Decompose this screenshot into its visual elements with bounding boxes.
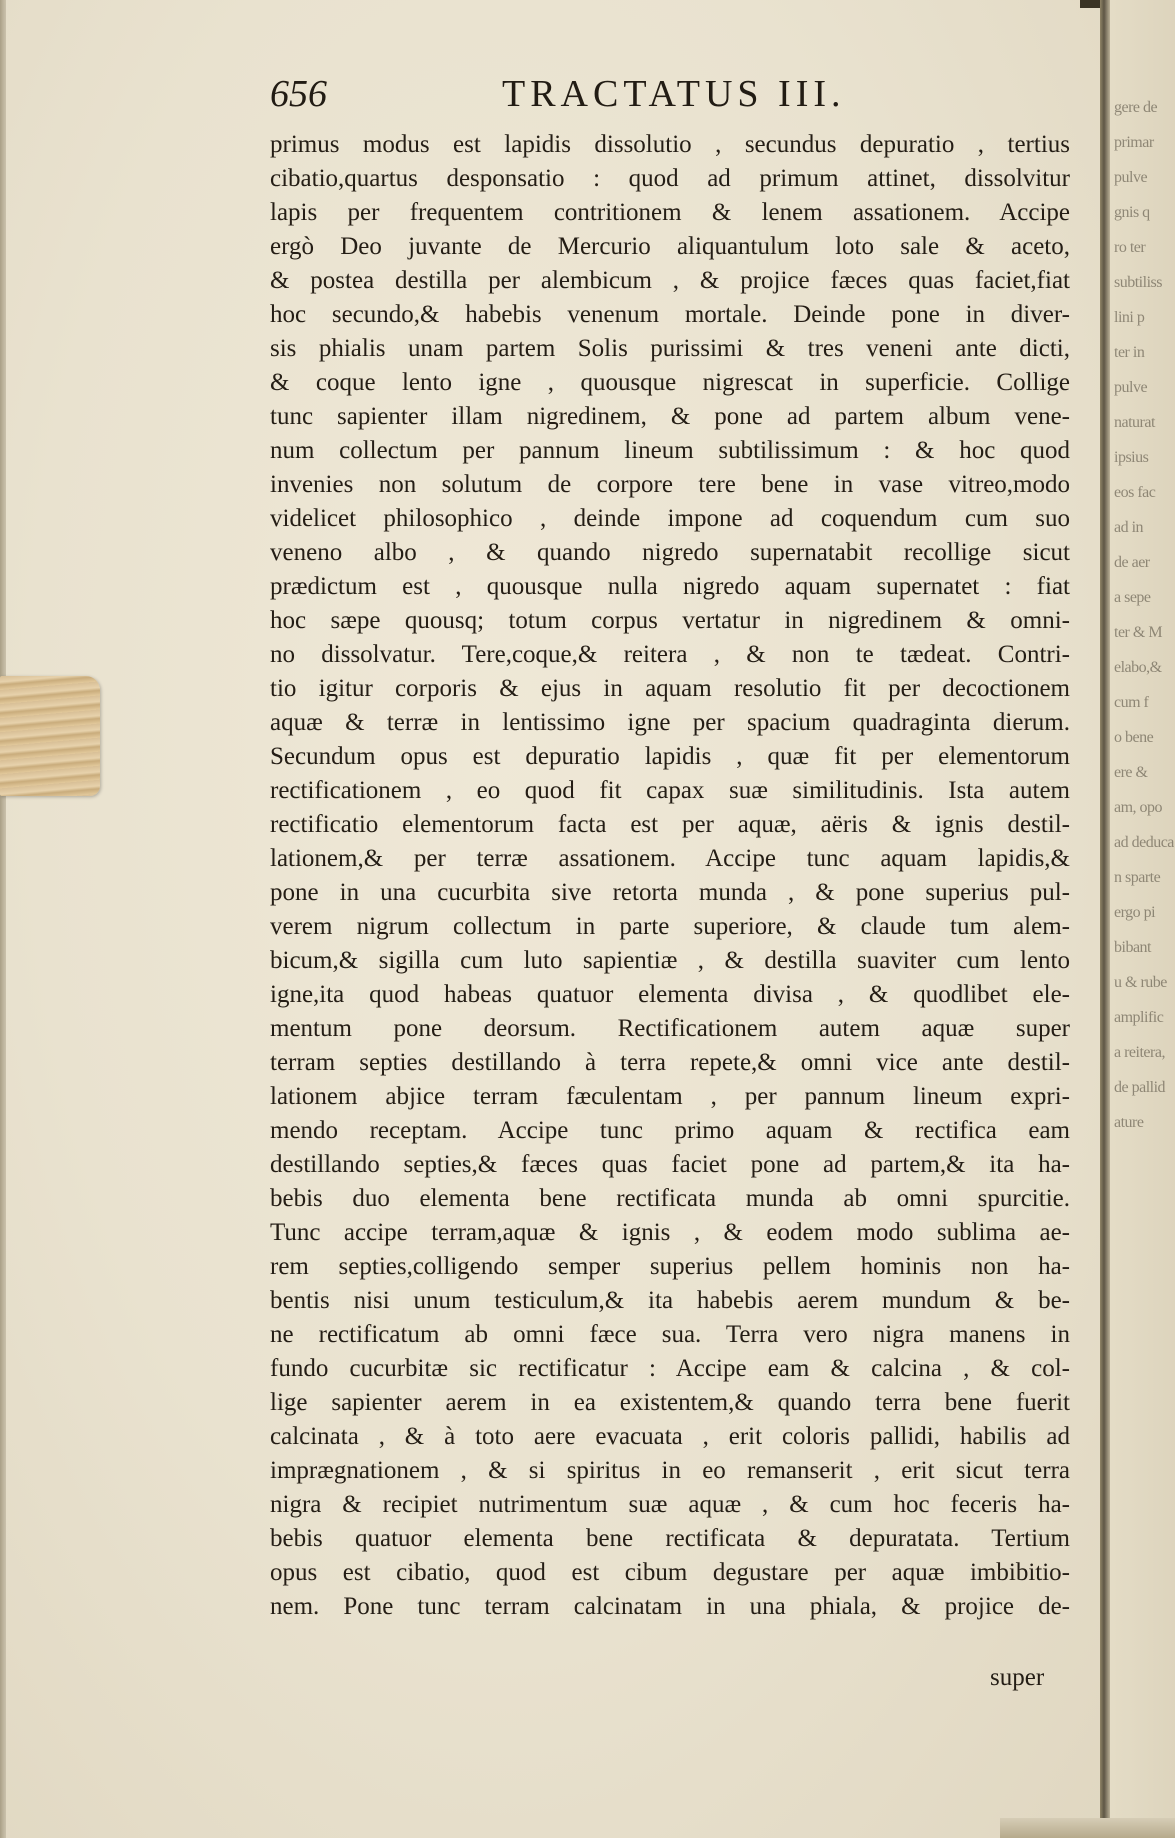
book-gutter — [1100, 0, 1110, 1838]
text-line: fundo cucurbitæ sic rectificatur : Accipe eam & calcina , & col- — [270, 1355, 1070, 1382]
text-line: igne,ita quod habeas quatuor elementa divisa , & quodlibet ele- — [270, 981, 1070, 1008]
facing-text-fragment: lini p — [1114, 309, 1145, 326]
text-line: tio igitur corporis & ejus in aquam resolutio fit per decoctionem — [270, 675, 1070, 702]
text-line: opus est cibatio, quod est cibum degustare per aquæ imbibitio- — [270, 1559, 1070, 1586]
text-line: pone in una cucurbita sive retorta munda , & pone superius pul- — [270, 879, 1070, 906]
facing-text-fragment: gnis q — [1114, 204, 1150, 221]
text-line: sis phialis unam partem Solis purissimi & tres veneni ante dicti, — [270, 335, 1070, 362]
text-line: tunc sapienter illam nigredinem, & pone ad partem album vene- — [270, 403, 1070, 430]
text-line: bebis duo elementa bene rectificata munda ab omni spurcitie. — [270, 1185, 1070, 1212]
text-line: cibatio,quartus desponsatio : quod ad primum attinet, dissolvitur — [270, 165, 1070, 192]
text-line: & postea destilla per alembicum , & projice fæces quas faciet,fiat — [270, 267, 1070, 294]
body-text — [270, 128, 1070, 1624]
page-header — [270, 72, 1070, 118]
text-line: & coque lento igne , quousque nigrescat in superficie. Collige — [270, 369, 1070, 396]
facing-page-edge — [1110, 0, 1175, 1838]
facing-text-fragment: ad deduca — [1114, 834, 1174, 851]
facing-text-fragment: ature — [1114, 1114, 1144, 1131]
text-line: bicum,& sigilla cum luto sapientiæ , & destilla suaviter cum lento — [270, 947, 1070, 974]
text-line: lationem,& per terræ assationem. Accipe tunc aquam lapidis,& — [270, 845, 1070, 872]
facing-text-fragment: ter & M — [1114, 624, 1163, 641]
paper-bookmark-tab — [0, 676, 100, 796]
facing-text-fragment: bibant — [1114, 939, 1151, 956]
catchword: super — [990, 1664, 1045, 1691]
text-line: nem. Pone tunc terram calcinatam in una phiala, & projice de- — [270, 1593, 1070, 1620]
facing-text-fragment: gere de — [1114, 99, 1158, 116]
text-line: num collectum per pannum lineum subtilissimum : & hoc quod — [270, 437, 1070, 464]
text-line: aquæ & terræ in lentissimo igne per spacium quadraginta dierum. — [270, 709, 1070, 736]
text-line: prædictum est , quousque nulla nigredo aquam supernatet : fiat — [270, 573, 1070, 600]
facing-text-fragment: a sepe — [1114, 589, 1151, 606]
page-bottom-edge — [1000, 1818, 1175, 1838]
text-line: destillando septies,& fæces quas faciet pone ad partem,& ita ha- — [270, 1151, 1070, 1178]
facing-text-fragment: u & rube — [1114, 974, 1167, 991]
facing-text-fragment: ergo pi — [1114, 904, 1156, 921]
facing-text-fragment: subtiliss — [1114, 274, 1162, 291]
facing-text-fragment: cum f — [1114, 694, 1149, 711]
text-line: rem septies,colligendo semper superius pellem hominis non ha- — [270, 1253, 1070, 1280]
text-line: veneno albo , & quando nigredo supernatabit recollige sicut — [270, 539, 1070, 566]
text-line: bentis nisi unum testiculum,& ita habebis aerem mundum & be- — [270, 1287, 1070, 1314]
text-line: imprægnationem , & si spiritus in eo remanserit , erit sicut terra — [270, 1457, 1070, 1484]
text-line: primus modus est lapidis dissolutio , secundus depuratio , tertius — [270, 131, 1070, 158]
text-line: Tunc accipe terram,aquæ & ignis , & eodem modo sublima ae- — [270, 1219, 1070, 1246]
facing-text-fragment: n sparte — [1114, 869, 1161, 886]
facing-text-fragment: ere & — [1114, 764, 1148, 781]
text-line: lapis per frequentem contritionem & lenem assationem. Accipe — [270, 199, 1070, 226]
text-line: hoc sæpe quousq; totum corpus vertatur in nigredinem & omni- — [270, 607, 1070, 634]
facing-text-fragment: amplific — [1114, 1009, 1164, 1026]
text-line: invenies non solutum de corpore tere bene in vase vitreo,modo — [270, 471, 1070, 498]
facing-text-fragment: primar — [1114, 134, 1154, 151]
facing-text-fragment: ad in — [1114, 519, 1144, 536]
text-line: hoc secundo,& habebis venenum mortale. Deinde pone in diver- — [270, 301, 1070, 328]
running-title: TRACTATUS III. — [502, 73, 846, 115]
facing-text-fragment: pulve — [1114, 379, 1148, 396]
facing-text-fragment: naturat — [1114, 414, 1155, 431]
facing-text-fragment: a reitera, — [1114, 1044, 1165, 1061]
facing-text-fragment: ro ter — [1114, 239, 1146, 256]
facing-text-fragment: ipsius — [1114, 449, 1149, 466]
facing-text-fragment: pulve — [1114, 169, 1148, 186]
facing-text-fragment: elabo,& — [1114, 659, 1162, 676]
text-line: rectificatio elementorum facta est per aquæ, aëris & ignis destil- — [270, 811, 1070, 838]
facing-text-fragment: de pallid — [1114, 1079, 1166, 1096]
text-line: ne rectificatum ab omni fæce sua. Terra vero nigra manens in — [270, 1321, 1070, 1348]
text-line: bebis quatuor elementa bene rectificata & depuratata. Tertium — [270, 1525, 1070, 1552]
facing-text-fragment: o bene — [1114, 729, 1154, 746]
text-line: calcinata , & à toto aere evacuata , erit coloris pallidi, habilis ad — [270, 1423, 1070, 1450]
text-line: nigra & recipiet nutrimentum suæ aquæ , & cum hoc feceris ha- — [270, 1491, 1070, 1518]
page-number: 656 — [270, 73, 327, 115]
text-line: videlicet philosophico , deinde impone ad coquendum cum suo — [270, 505, 1070, 532]
facing-text-fragment: eos fac — [1114, 484, 1156, 501]
text-line: no dissolvatur. Tere,coque,& reitera , & non te tædeat. Contri- — [270, 641, 1070, 668]
text-line: mendo receptam. Accipe tunc primo aquam & rectifica eam — [270, 1117, 1070, 1144]
facing-page-text — [1114, 90, 1174, 1140]
facing-text-fragment: ter in — [1114, 344, 1145, 361]
text-line: Secundum opus est depuratio lapidis , quæ fit per elementorum — [270, 743, 1070, 770]
facing-text-fragment: de aer — [1114, 554, 1150, 571]
text-line: verem nigrum collectum in parte superiore, & claude tum alem- — [270, 913, 1070, 940]
text-line: mentum pone deorsum. Rectificationem autem aquæ super — [270, 1015, 1070, 1042]
text-line: rectificationem , eo quod fit capax suæ similitudinis. Ista autem — [270, 777, 1070, 804]
text-line: ergò Deo juvante de Mercurio aliquantulum loto sale & aceto, — [270, 233, 1070, 260]
facing-text-fragment: am, opo — [1114, 799, 1163, 816]
text-line: lationem abjice terram fæculentam , per pannum lineum expri- — [270, 1083, 1070, 1110]
text-line: terram septies destillando à terra repete,& omni vice ante destil- — [270, 1049, 1070, 1076]
text-line: lige sapienter aerem in ea existentem,& quando terra bene fuerit — [270, 1389, 1070, 1416]
